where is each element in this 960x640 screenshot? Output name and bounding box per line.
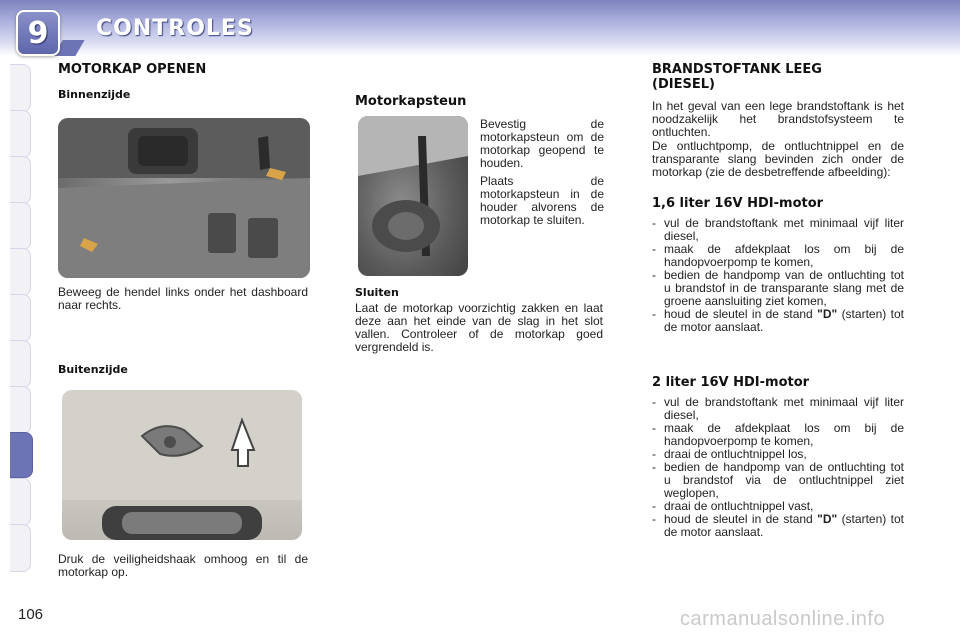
hood-support-title: Motorkapsteun xyxy=(355,94,467,109)
engine-2l-step: - vul de brandstoftank met minimaal vijf liter diesel, xyxy=(652,396,904,422)
outside-title: Buitenzijde xyxy=(58,363,128,376)
interior-release-photo xyxy=(58,118,310,278)
closing-instruction: Laat de motorkap voorzichtig zakken en laat deze aan het einde van de slag in het slot vallen. Controleer of de motorkap goed vergrendeld is. xyxy=(355,301,603,354)
hood-support-photo xyxy=(358,116,468,276)
chapter-tab[interactable] xyxy=(10,110,31,158)
chapter-tab[interactable] xyxy=(10,248,31,296)
fuel-empty-title: BRANDSTOFTANK LEEG (DIESEL) xyxy=(652,62,822,92)
support-instruction-1: Bevestig de motorkapsteun om de motorkap geopend te houden. xyxy=(480,117,604,170)
engine-2l-step-key xyxy=(652,513,904,539)
fuel-intro-2: De ontluchtpomp, de ontluchtnippel en de transparante slang bevinden zich onder de motorkap (zie de desbetreffende afbeelding): xyxy=(652,139,904,179)
section-title-hood: MOTORKAP OPENEN xyxy=(58,62,207,77)
key-position-d: "D" xyxy=(817,307,838,321)
inside-instruction: Beweeg de hendel links onder het dashboard naar rechts. xyxy=(58,285,308,312)
engine-2l-step: - maak de afdekplaat los om bij de handopvoerpomp te komen, xyxy=(652,422,904,448)
chapter-title: CONTROLES xyxy=(96,16,254,41)
engine-16-steps xyxy=(652,217,904,334)
page-number: 106 xyxy=(18,606,44,623)
engine-2l-step-text: houd de sleutel in de stand xyxy=(664,512,813,526)
inside-title: Binnenzijde xyxy=(58,88,131,101)
chapter-tab-active[interactable] xyxy=(10,432,33,478)
engine-16-step-suffix: (starten) tot de motor aanslaat. xyxy=(664,307,904,334)
engine-16-step: - maak de afdekplaat los om bij de handopvoerpomp te komen, xyxy=(652,243,904,269)
engine-16-step-key xyxy=(652,308,904,334)
engine-16-step: - bedien de handpomp van de ontluchting tot u brandstof in de transparante slang met de groene aansluiting ziet komen, xyxy=(652,269,904,308)
safety-catch-photo xyxy=(62,390,302,540)
outside-instruction: Druk de veiligheidshaak omhoog en til de motorkap op. xyxy=(58,552,308,579)
chapter-tab[interactable] xyxy=(10,340,31,388)
engine-2l-step: - draai de ontluchtnippel los, xyxy=(652,448,904,461)
chapter-tab[interactable] xyxy=(10,64,31,112)
fuel-intro-1: In het geval van een lege brandstoftank is het noodzakelijk het brandstofsysteem te ontluchten. xyxy=(652,99,904,139)
chapter-tab[interactable] xyxy=(10,202,31,250)
chapter-header xyxy=(0,0,960,56)
support-instruction-2: Plaats de motorkapsteun in de houder alvorens de motorkap te sluiten. xyxy=(480,174,604,227)
engine-16-title: 1,6 liter 16V HDI-motor xyxy=(652,196,824,211)
chapter-tab-strip xyxy=(0,64,32,584)
engine-2l-step-suffix: (starten) tot de motor aanslaat. xyxy=(664,512,904,539)
chapter-badge: 9 xyxy=(16,10,60,56)
chapter-tab[interactable] xyxy=(10,524,31,572)
engine-16-step-text: houd de sleutel in de stand xyxy=(664,307,813,321)
watermark: carmanualsonline.info xyxy=(680,608,886,630)
engine-16-step: - vul de brandstoftank met minimaal vijf liter diesel, xyxy=(652,217,904,243)
chapter-tab[interactable] xyxy=(10,156,31,204)
engine-2l-title: 2 liter 16V HDI-motor xyxy=(652,375,810,390)
engine-2l-steps xyxy=(652,396,904,539)
engine-2l-step: - draai de ontluchtnippel vast, xyxy=(652,500,904,513)
chapter-tab[interactable] xyxy=(10,386,31,434)
closing-title: Sluiten xyxy=(355,286,399,299)
engine-2l-step: - bedien de handpomp van de ontluchting tot u brandstof via de ontluchtnippel ziet weglopen, xyxy=(652,461,904,500)
key-position-d: "D" xyxy=(817,512,838,526)
chapter-tab[interactable] xyxy=(10,478,31,526)
chapter-tab[interactable] xyxy=(10,294,31,342)
